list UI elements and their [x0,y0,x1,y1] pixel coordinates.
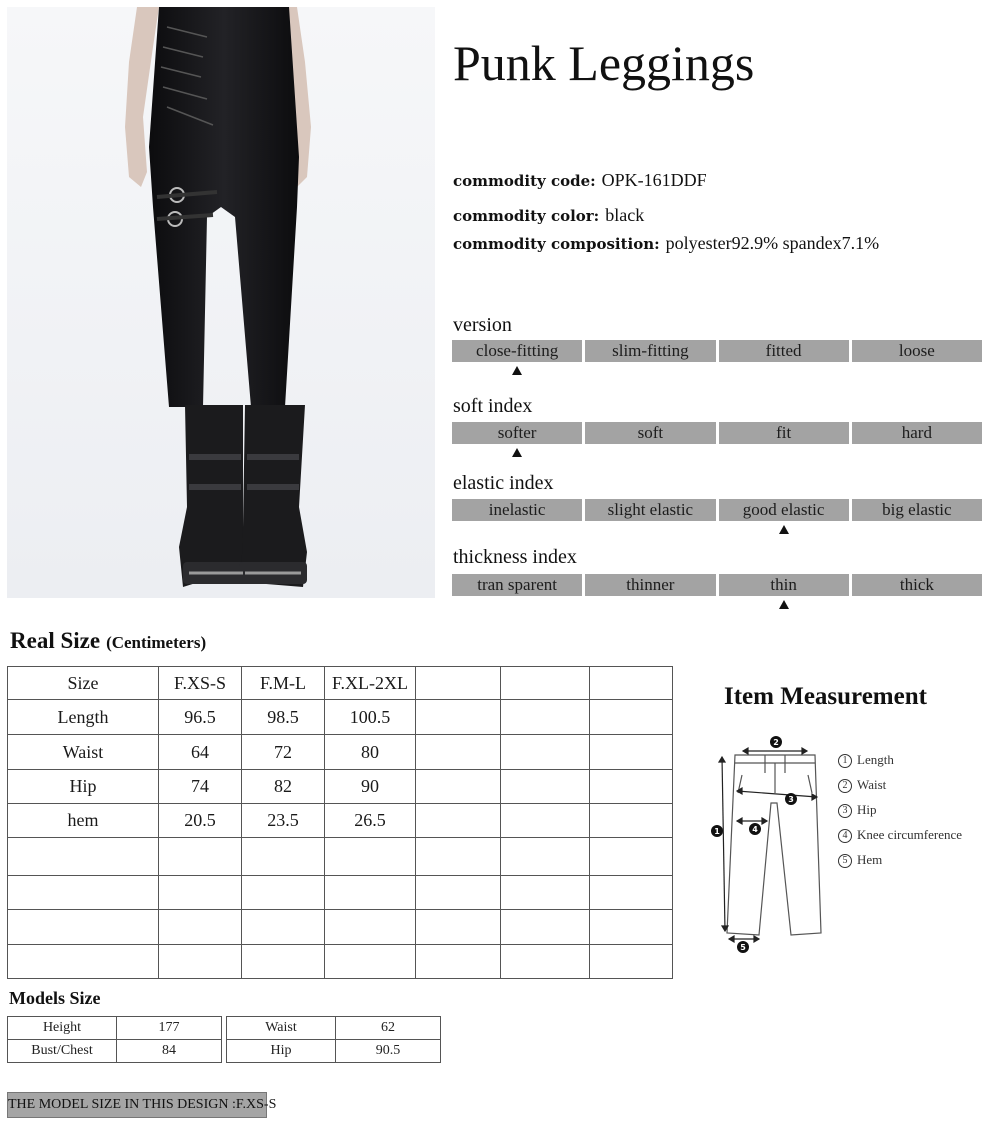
legend-number: 5 [838,854,852,868]
size-table-cell [501,945,590,979]
size-table-cell [416,667,501,700]
index-selected-marker [512,366,522,375]
size-table-cell [501,838,590,876]
size-table-cell [501,667,590,700]
size-table-cell: 80 [325,735,416,770]
size-table-cell [159,910,242,945]
index-title: thickness index [453,546,577,568]
legend-label: Hip [857,802,877,817]
size-table-cell [590,945,673,979]
size-table-cell [590,700,673,735]
size-table-row [8,700,673,735]
legend-label: Waist [857,777,887,792]
size-table-cell: Hip [8,770,159,804]
index-option: fit [719,422,849,444]
commodity-composition-row [453,233,879,254]
legend-item [838,827,962,852]
svg-text:2: 2 [773,738,779,747]
size-table-cell [8,876,159,910]
models-size-table-left [7,1016,222,1063]
models-size-cell: 90.5 [336,1040,441,1063]
size-table-cell: F.XS-S [159,667,242,700]
size-table-row [8,876,673,910]
size-table-row [8,770,673,804]
legend-number: 4 [838,829,852,843]
size-table-cell [8,838,159,876]
size-table-cell: 23.5 [242,804,325,838]
legend-label: Hem [857,852,883,867]
size-table-cell [416,700,501,735]
legend-number: 3 [838,804,852,818]
size-table-cell: hem [8,804,159,838]
models-size-cell: 62 [336,1017,441,1040]
size-table-cell: Waist [8,735,159,770]
size-table-cell: Size [8,667,159,700]
svg-text:4: 4 [752,825,758,834]
size-table-cell [8,945,159,979]
size-table-cell [501,770,590,804]
index-selected-marker [779,525,789,534]
pants-diagram-icon [705,733,835,958]
index-title: soft index [453,395,533,417]
size-table-cell [159,838,242,876]
size-table-cell [590,838,673,876]
legend-item [838,752,962,777]
legend-item [838,852,962,877]
size-table-cell [242,910,325,945]
size-table-cell: 90 [325,770,416,804]
size-table-cell [416,804,501,838]
size-table-cell [416,838,501,876]
index-option: slim-fitting [585,340,715,362]
size-table-row [8,735,673,770]
size-table-cell: F.M-L [242,667,325,700]
index-option: softer [452,422,582,444]
size-table-cell [416,735,501,770]
svg-text:1: 1 [714,827,720,836]
index-option: big elastic [852,499,982,521]
index-option: loose [852,340,982,362]
size-table-cell [325,838,416,876]
size-table-cell: 74 [159,770,242,804]
commodity-code-value: OPK-161DDF [601,170,707,190]
models-size-row [227,1017,441,1040]
legend-label: Knee circumference [857,827,963,842]
svg-text:3: 3 [788,795,794,804]
size-table-cell: 82 [242,770,325,804]
commodity-composition-value: polyester92.9% spandex7.1% [665,233,880,253]
models-size-cell: Bust/Chest [8,1040,117,1063]
size-table-cell: 98.5 [242,700,325,735]
commodity-composition-label: commodity composition: [453,235,660,253]
size-table-cell [501,910,590,945]
models-size-title: Models Size [9,988,101,1008]
commodity-color-row [453,205,644,226]
models-size-cell: Hip [227,1040,336,1063]
size-table-cell: F.XL-2XL [325,667,416,700]
model-size-note: THE MODEL SIZE IN THIS DESIGN :F.XS-S [7,1092,267,1118]
size-table-cell [416,910,501,945]
size-table-cell: 72 [242,735,325,770]
legend-number: 1 [838,754,852,768]
size-table-cell [590,667,673,700]
size-table-cell: 64 [159,735,242,770]
size-table-cell [501,700,590,735]
product-photo [7,7,435,598]
index-title: version [453,314,512,336]
size-table-row [8,667,673,700]
index-selected-marker [779,600,789,609]
models-size-cell: Height [8,1017,117,1040]
index-option: inelastic [452,499,582,521]
commodity-code-label: commodity code: [453,172,596,190]
models-size-row [8,1040,222,1063]
legend-label: Length [857,752,894,767]
index-option: tran sparent [452,574,582,596]
size-table-cell [8,910,159,945]
size-table-cell [590,876,673,910]
size-table-cell [242,945,325,979]
index-option: thinner [585,574,715,596]
size-table-cell [590,735,673,770]
svg-text:5: 5 [740,943,746,952]
index-scale-bar [452,422,982,444]
size-table-cell [501,735,590,770]
size-table-cell: 26.5 [325,804,416,838]
size-table-cell [590,910,673,945]
size-table-row [8,838,673,876]
size-table-row [8,945,673,979]
legend-item [838,802,962,827]
size-table-cell [501,876,590,910]
models-size-table-right [226,1016,441,1063]
models-size-row [227,1040,441,1063]
size-table-cell [325,876,416,910]
index-option: close-fitting [452,340,582,362]
index-option: fitted [719,340,849,362]
product-title: Punk Leggings [453,35,755,91]
model-figure-illustration [7,7,435,598]
legend-number: 2 [838,779,852,793]
size-table-cell [325,945,416,979]
size-table-cell [159,945,242,979]
models-size-row [8,1017,222,1040]
size-table-cell: 96.5 [159,700,242,735]
size-table-cell: Length [8,700,159,735]
size-table-cell: 100.5 [325,700,416,735]
real-size-unit: (Centimeters) [106,633,207,652]
legend-item [838,777,962,802]
models-size-cell: 84 [117,1040,222,1063]
size-table-cell [416,770,501,804]
size-table-cell [590,770,673,804]
index-title: elastic index [453,472,554,494]
index-scale-bar [452,574,982,596]
commodity-code-row [453,170,707,191]
size-table-cell: 20.5 [159,804,242,838]
size-table-cell [159,876,242,910]
models-size-cell: 177 [117,1017,222,1040]
real-size-heading [10,628,206,654]
real-size-title: Real Size [10,628,101,653]
size-table-cell [242,876,325,910]
size-table-cell [325,910,416,945]
size-table-row [8,804,673,838]
size-table-cell [501,804,590,838]
index-selected-marker [512,448,522,457]
index-scale-bar [452,499,982,521]
index-option: soft [585,422,715,444]
size-table-row [8,910,673,945]
size-table-cell [416,945,501,979]
commodity-color-value: black [605,205,645,225]
models-size-cell: Waist [227,1017,336,1040]
real-size-table [7,666,673,979]
measurement-legend [838,752,962,877]
item-measurement-title: Item Measurement [724,683,927,710]
commodity-color-label: commodity color: [453,207,600,225]
index-option: slight elastic [585,499,715,521]
index-option: thick [852,574,982,596]
index-option: good elastic [719,499,849,521]
size-table-cell [416,876,501,910]
index-scale-bar [452,340,982,362]
size-table-cell [590,804,673,838]
index-option: hard [852,422,982,444]
size-table-cell [242,838,325,876]
index-option: thin [719,574,849,596]
